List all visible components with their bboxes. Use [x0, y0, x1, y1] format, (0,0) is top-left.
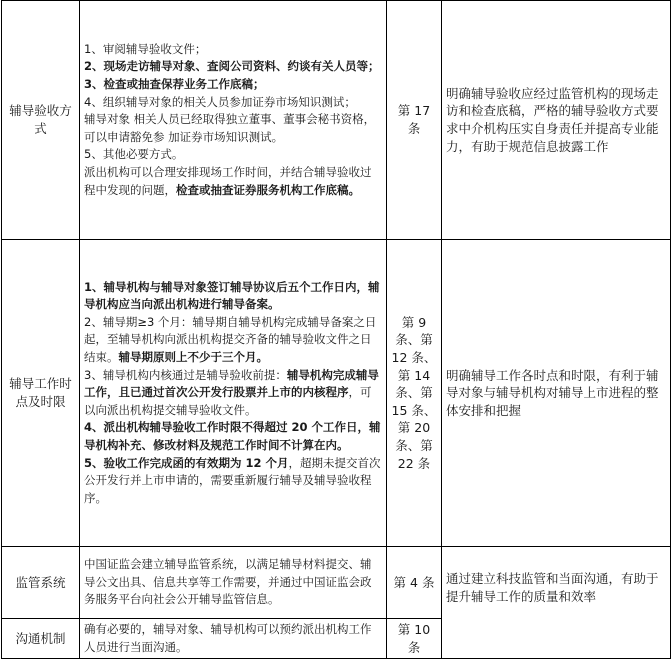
article-cell	[387, 547, 442, 619]
content-line: 检查或抽查证券服务机构工作底稿。	[176, 182, 360, 197]
row-name: 辅导验收方式	[9, 103, 72, 136]
content-cell	[80, 547, 387, 619]
content-line: 5、验收工作完成函的有效期为 12 个月	[84, 455, 289, 470]
row-name: 辅导工作时点及时限	[9, 376, 72, 409]
content-line: 辅导对象 相关人员已经取得独立董事、董事会秘书资格，可以申请豁免参 加证券市场知识测试。	[84, 112, 376, 144]
content-line: 1、审阅辅导验收文件；	[84, 41, 207, 56]
row-name: 监管系统	[15, 574, 66, 590]
content-line: 2、辅导期≥3 个月：辅导期自辅导机构完成辅导备案之日起，至辅导机构向派出机构提交齐备的辅导验收文件之日结束。	[84, 314, 377, 365]
content-line: 辅导机构完成辅导工作，且已通过首次公开发行股票并上市的内核程序	[84, 367, 379, 400]
article-ref: 第 9 条、第 12 条、第 14 条、第 15 条、第 20 条、第 22 条	[391, 314, 437, 471]
content-line: 4、派出机构辅导验收工作时限不得超过 20 个工作日，辅导机构补充、修改材料及规范工作时间不计算在内。	[84, 420, 381, 452]
table-row	[2, 240, 671, 547]
content-line: 3、辅导机构内核通过是辅导验收前提：	[84, 367, 287, 382]
content-line: 中国证监会建立辅导监管系统，以满足辅导材料提交、辅导公文出具、信息共享等工作需要，并通过中国证监会政务服务平台向社会公开辅导监管信息。	[84, 557, 372, 607]
content-line: 1、辅导机构与辅导对象签订辅导协议后五个工作日内，辅导机构应当向派出机构进行辅导备案。	[84, 279, 380, 312]
table-row	[2, 1, 671, 240]
content-cell	[80, 1, 387, 240]
content-line: 5、其他必要方式。	[84, 147, 184, 162]
article-ref: 第 4 条	[393, 574, 435, 590]
article-cell	[387, 619, 442, 659]
content-line: 派出机构可以合理安排现场工作时间，并结合辅导验收过程中发现的问题，	[84, 164, 372, 197]
content-line: 确有必要的，辅导对象、辅导机构可以预约派出机构工作人员进行当面沟通。	[84, 621, 372, 654]
table-row	[2, 547, 671, 619]
content-cell	[80, 619, 387, 659]
row-name: 沟通机制	[15, 630, 66, 646]
article-cell	[387, 240, 442, 547]
content-line: 3、检查或抽查保荐业务工作底稿；	[84, 77, 265, 92]
content-line: 辅导期原则上不少于三个月。	[118, 350, 268, 365]
row-name-cell	[2, 547, 80, 619]
content-line: 2、现场走访辅导对象、查阅公司资料、约谈有关人员等；	[84, 59, 380, 74]
content-line: ，可以向派出机构提交辅导验收文件。	[84, 385, 372, 417]
article-cell	[387, 1, 442, 240]
note-cell	[442, 1, 671, 240]
note-text: 通过建立科技监管和当面沟通，有助于提升辅导工作的质量和效率	[446, 571, 659, 604]
row-name-cell	[2, 619, 80, 659]
article-ref: 第 17 条	[397, 103, 431, 136]
note-cell	[442, 547, 671, 659]
comparison-table	[1, 0, 671, 659]
row-name-cell	[2, 240, 80, 547]
note-text: 明确辅导工作各时点和时限，有利于辅导对象与辅导机构对辅导上市进程的整体安排和把握	[446, 367, 659, 418]
note-cell	[442, 240, 671, 547]
content-line: 4、组织辅导对象的相关人员参加证券市场知识测试；	[84, 94, 356, 109]
article-ref: 第 10 条	[397, 621, 431, 655]
content-cell	[80, 240, 387, 547]
content-line: ，超期未提交首次公开发行并上市申请的，需要重新履行辅导及辅导验收程序。	[84, 455, 381, 505]
note-text: 明确辅导验收应经过监管机构的现场走访和检查底稿，严格的辅导验收方式要求中介机构压实自身责任并提高专业能力，有助于规范信息披露工作	[446, 85, 659, 154]
row-name-cell	[2, 1, 80, 240]
